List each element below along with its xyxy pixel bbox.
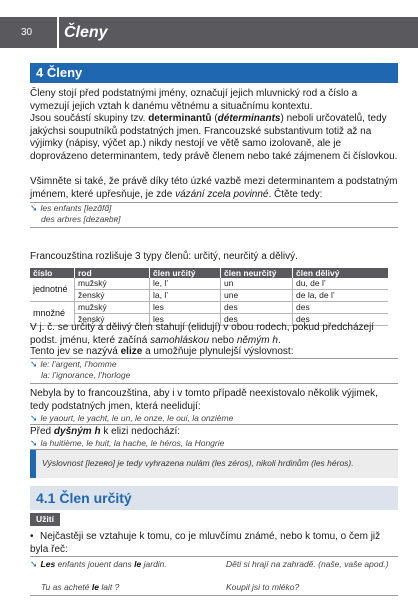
paragraph-exceptions: Nebyla by to francouzština, aby i v tomto případě neexistovalo několik výjimek, tedy podstatných jmen, která neelidují:: [30, 388, 378, 412]
header-bar: [0, 17, 418, 48]
paragraph-article-types: Francouzština rozlišuje 3 typy členů: určitý, neurčitý a dělivý.: [30, 251, 298, 262]
table-cell: le, l’: [150, 278, 221, 290]
example-box-usage: [30, 556, 398, 596]
table-cell: mužský: [75, 278, 150, 290]
table-header: člen určitý: [150, 268, 221, 278]
table-cell: des: [221, 314, 293, 326]
articles-table: [30, 268, 388, 326]
table-cell: du, de l’: [293, 278, 389, 290]
example-box-elision: ➘ le: l’argent, l’homme la: l’ignorance, l’horloge: [30, 358, 398, 384]
example-cz: Koupil jsi to mléko?: [226, 582, 300, 592]
table-header: člen neurčitý: [221, 268, 293, 278]
table-cell: jednotné: [30, 278, 75, 302]
section-title: 4 Členy: [36, 65, 83, 80]
paragraph-aspirated-h: Před dyšným h k elizi nedochází:: [30, 426, 398, 438]
arrow-icon: ➘: [30, 438, 38, 448]
table-cell: la, l’: [150, 290, 221, 302]
paragraph-elize: Tento jev se nazývá elize a umožňuje plynulejší výslovnost:: [30, 346, 294, 357]
paragraph-intro: Členy stojí před podstatnými jmény, označují jejich mluvnický rod a číslo a vymezují jejich vztah k danému větnému a situačnímu kontextu.: [30, 88, 358, 112]
table-cell: des: [293, 302, 389, 314]
table-row: [30, 290, 388, 302]
arrow-icon: ➘: [30, 359, 38, 369]
page-number: 30: [21, 27, 33, 38]
table-header-row: [30, 268, 388, 278]
example-box-liaison: ➘ les enfants [lezɑ̃fɑ̃] des arbres [dezaʀbʀ]: [30, 202, 398, 228]
example-cz: Děti si hrají na zahradě. (naše, vaše apod.): [226, 559, 389, 569]
subsection-title: 4.1 Člen určitý: [36, 490, 132, 506]
paragraph-determinants: Jsou součástí skupiny tzv. determinantů (déterminants) neboli určovatelů, tedy jakýchsi souputníků podstatných jmen. Francouzské substantivum totiž až na výjimky (nápisy, výčet ap.) nikdy nestojí ve větě samo izolovaně, ale je doprovázeno determinantem, tedy právě členem nebo také zájmenem či číslovkou.: [30, 113, 398, 162]
usage-label: Užití: [30, 513, 60, 526]
example-fr: ➘ Les enfants jouent dans le jardin.: [30, 559, 167, 569]
table-cell: množné: [30, 302, 75, 326]
example-box-aspirated-h: ➘ la huitième, le huit, la hache, le héros, la Hongrie: [30, 438, 398, 450]
section-heading-bar: [30, 63, 398, 83]
bullet-item: • Nejčastěji se vztahuje k tomu, co je mluvčímu známé, nebo k tomu, o čem již byla řeč:: [30, 531, 381, 555]
table-cell: mužský: [75, 302, 150, 314]
table-cell: un: [221, 278, 293, 290]
table-cell: les: [150, 302, 221, 314]
bullet-icon: •: [30, 531, 34, 542]
example-fr: Tu as acheté le lait ?: [41, 582, 120, 592]
arrow-icon: ➘: [30, 203, 38, 213]
table-cell: ženský: [75, 314, 150, 326]
note-text: Výslovnost [lezeʀo] je tedy vyhrazena nulám (les zéros), nikoli hrdinům (les héros).: [42, 458, 354, 468]
chapter-title: Členy: [64, 24, 108, 41]
table-row: [30, 278, 388, 290]
header-divider: [57, 17, 59, 48]
example-box-exceptions: ➘ le yaourt, le yacht, le un, le onze, le oui, la onzième: [30, 413, 398, 425]
table-header: rod: [75, 268, 150, 278]
paragraph-liaison: Všimněte si také, že právě díky této úzké vazbě mezi determinantem a podstatným jménem, které upřesňuje, je zde vázání zcela povinné. Čtěte tedy:: [30, 176, 398, 200]
table-header: číslo: [30, 268, 75, 278]
table-cell: des: [221, 302, 293, 314]
table-cell: une: [221, 290, 293, 302]
table-cell: de la, de l’: [293, 290, 389, 302]
table-cell: les: [150, 314, 221, 326]
table-header: člen dělivý: [293, 268, 389, 278]
paragraph-elision: V j. č. se určitý a dělivý člen stahují (elidují) v obou rodech, pokud předcházejí podst. jménu, které začíná samohláskou nebo němým h.: [30, 322, 375, 346]
arrow-icon: ➘: [30, 413, 38, 423]
arrow-icon: ➘: [30, 559, 38, 569]
table-cell: ženský: [75, 290, 150, 302]
table-cell: des: [293, 314, 389, 326]
table-row: [30, 302, 388, 314]
